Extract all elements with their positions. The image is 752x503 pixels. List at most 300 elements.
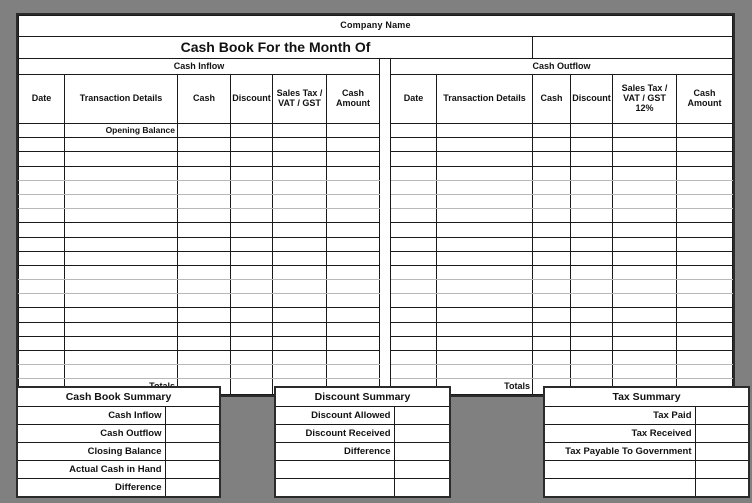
outflow-cell-transaction-details[interactable] [437,251,533,265]
outflow-cell-tax[interactable] [613,308,677,322]
tax-summary-row [544,407,749,425]
table-gap-spacer [380,308,391,322]
cash-book-summary-value-2[interactable] [165,443,220,461]
inflow-cell-transaction-details[interactable] [65,308,178,322]
cash-outflow-band: Cash Outflow [391,59,733,75]
outflow-cell-discount[interactable] [571,251,613,265]
outflow-cell-discount[interactable] [571,138,613,152]
outflow-cell-cash[interactable] [533,322,571,336]
outflow-cell-discount[interactable] [571,237,613,251]
inflow-col-cash-amount [327,75,380,124]
outflow-cell-amount[interactable] [677,365,733,379]
inflow-tax-line1: Sales Tax / [276,88,323,99]
discount-summary-table [274,386,451,498]
inflow-cell-tax[interactable] [273,223,327,237]
inflow-cell-transaction-details[interactable] [65,152,178,166]
outflow-cell-date[interactable] [391,166,437,180]
inflow-cell-discount[interactable] [231,322,273,336]
outflow-cell-transaction-details[interactable] [437,194,533,208]
tax-summary-value-2[interactable] [695,443,749,461]
inflow-cell-tax[interactable] [273,294,327,308]
ledger-row [19,280,733,294]
outflow-cell-amount[interactable] [677,180,733,194]
inflow-cell-discount[interactable] [231,180,273,194]
outflow-cell-discount[interactable] [571,180,613,194]
outflow-cell-transaction-details[interactable] [437,322,533,336]
inflow-cell-amount[interactable] [327,365,380,379]
table-gap-spacer [380,194,391,208]
inflow-cell-discount[interactable] [231,152,273,166]
discount-summary-row [275,461,450,479]
outflow-cell-cash[interactable] [533,180,571,194]
inflow-cell-date[interactable] [19,322,65,336]
discount-summary-row [275,407,450,425]
inflow-cell-transaction-details[interactable] [65,265,178,279]
outflow-cell-cash[interactable] [533,365,571,379]
outflow-cell-date[interactable] [391,351,437,365]
outflow-cell-transaction-details[interactable] [437,237,533,251]
ledger-row [19,251,733,265]
discount-summary-label-1: Discount Received [275,425,394,443]
inflow-cell-cash[interactable] [178,194,231,208]
outflow-cell-tax[interactable] [613,152,677,166]
inflow-cell-date[interactable] [19,237,65,251]
outflow-cell-discount[interactable] [571,223,613,237]
outflow-cell-tax[interactable] [613,124,677,138]
inflow-cell-date[interactable] [19,124,65,138]
inflow-cell-date[interactable] [19,166,65,180]
discount-summary-value-1[interactable] [394,425,450,443]
outflow-cell-cash[interactable] [533,209,571,223]
outflow-cell-date[interactable] [391,223,437,237]
inflow-cell-amount[interactable] [327,180,380,194]
outflow-cell-tax[interactable] [613,280,677,294]
inflow-cell-discount[interactable] [231,265,273,279]
outflow-cell-amount[interactable] [677,194,733,208]
cash-book-summary-label-1: Cash Outflow [17,425,165,443]
outflow-cell-amount[interactable] [677,223,733,237]
tax-summary-title-row [544,387,749,407]
outflow-cell-transaction-details[interactable] [437,265,533,279]
inflow-cell-discount[interactable] [231,294,273,308]
tax-summary-label-4 [544,479,695,498]
inflow-cell-cash[interactable] [178,336,231,350]
inflow-cell-tax[interactable] [273,209,327,223]
outflow-cell-discount[interactable] [571,308,613,322]
outflow-cell-discount[interactable] [571,166,613,180]
cash-book-summary-value-3[interactable] [165,461,220,479]
outflow-cell-cash[interactable] [533,152,571,166]
outflow-cell-date[interactable] [391,308,437,322]
inflow-cell-transaction-details[interactable] [65,209,178,223]
outflow-cell-cash[interactable] [533,265,571,279]
inflow-cell-cash[interactable] [178,308,231,322]
inflow-cell-transaction-details[interactable] [65,223,178,237]
tax-summary-row [544,425,749,443]
inflow-cell-date[interactable] [19,336,65,350]
outflow-cell-amount[interactable] [677,251,733,265]
cash-book-summary-value-1[interactable] [165,425,220,443]
inflow-cell-discount[interactable] [231,280,273,294]
ledger-row [19,294,733,308]
table-gap-spacer [380,152,391,166]
outflow-col-cash: Cash [533,75,571,124]
inflow-cell-amount[interactable] [327,280,380,294]
inflow-cell-discount[interactable] [231,336,273,350]
outflow-cell-cash[interactable] [533,124,571,138]
outflow-cell-cash[interactable] [533,138,571,152]
inflow-cell-discount[interactable] [231,251,273,265]
inflow-cell-amount[interactable] [327,209,380,223]
outflow-cell-transaction-details[interactable] [437,351,533,365]
inflow-cell-cash[interactable] [178,294,231,308]
discount-summary-value-4[interactable] [394,479,450,498]
outflow-amount-line2: Amount [687,98,722,108]
outflow-cell-tax[interactable] [613,237,677,251]
outflow-cell-discount[interactable] [571,152,613,166]
discount-summary-row [275,443,450,461]
inflow-cell-amount[interactable] [327,308,380,322]
inflow-cell-transaction-details[interactable] [65,365,178,379]
inflow-cell-tax[interactable] [273,180,327,194]
outflow-cell-date[interactable] [391,336,437,350]
inflow-cell-discount[interactable] [231,138,273,152]
tax-summary-value-4[interactable] [695,479,749,498]
company-name-cell[interactable]: Company Name [19,16,733,37]
outflow-cell-discount[interactable] [571,351,613,365]
outflow-cell-discount[interactable] [571,265,613,279]
inflow-cell-cash[interactable] [178,223,231,237]
inflow-cell-date[interactable] [19,365,65,379]
inflow-cell-tax[interactable] [273,237,327,251]
inflow-cell-cash[interactable] [178,265,231,279]
outflow-cell-discount[interactable] [571,280,613,294]
table-gap-spacer [380,59,391,75]
outflow-cell-tax[interactable] [613,294,677,308]
inflow-cell-amount[interactable] [327,351,380,365]
inflow-cell-amount[interactable] [327,166,380,180]
inflow-cell-tax[interactable] [273,351,327,365]
inflow-cell-date[interactable] [19,152,65,166]
discount-summary-value-0[interactable] [394,407,450,425]
discount-summary-label-3 [275,461,394,479]
outflow-cell-transaction-details[interactable] [437,138,533,152]
outflow-col-sales-tax [613,75,677,124]
inflow-cell-transaction-details[interactable]: Opening Balance [65,124,178,138]
outflow-cell-amount[interactable] [677,322,733,336]
inflow-cell-cash[interactable] [178,209,231,223]
inflow-cell-date[interactable] [19,138,65,152]
outflow-cell-discount[interactable] [571,322,613,336]
outflow-cell-date[interactable] [391,280,437,294]
inflow-cell-cash[interactable] [178,322,231,336]
outflow-cell-transaction-details[interactable] [437,124,533,138]
inflow-cell-cash[interactable] [178,124,231,138]
month-input-cell[interactable] [533,37,733,59]
inflow-cell-date[interactable] [19,294,65,308]
outflow-cell-date[interactable] [391,138,437,152]
inflow-cell-tax[interactable] [273,322,327,336]
tax-summary-table [543,386,750,498]
inflow-cell-amount[interactable] [327,223,380,237]
inflow-cell-tax[interactable] [273,365,327,379]
outflow-cell-transaction-details[interactable] [437,280,533,294]
outflow-cell-cash[interactable] [533,194,571,208]
outflow-cell-date[interactable] [391,194,437,208]
inflow-cell-date[interactable] [19,308,65,322]
cash-inflow-band: Cash Inflow [19,59,380,75]
outflow-col-cash-amount [677,75,733,124]
outflow-cell-tax[interactable] [613,209,677,223]
outflow-cell-amount[interactable] [677,166,733,180]
cash-book-summary-label-0: Cash Inflow [17,407,165,425]
tax-summary-label-2: Tax Payable To Government [544,443,695,461]
ledger-row [19,351,733,365]
table-gap-spacer [380,322,391,336]
inflow-cell-cash[interactable] [178,237,231,251]
inflow-cell-date[interactable] [19,180,65,194]
outflow-cell-amount[interactable] [677,138,733,152]
inflow-cell-discount[interactable] [231,209,273,223]
inflow-amount-line1: Cash [341,88,364,99]
inflow-cell-tax[interactable] [273,194,327,208]
outflow-tax-rate: 12% [635,102,654,113]
outflow-cell-discount[interactable] [571,194,613,208]
inflow-cell-tax[interactable] [273,166,327,180]
outflow-cell-discount[interactable] [571,209,613,223]
inflow-cell-amount[interactable] [327,138,380,152]
cash-book-summary-row [17,443,220,461]
outflow-cell-transaction-details[interactable] [437,336,533,350]
inflow-cell-cash[interactable] [178,180,231,194]
inflow-cell-date[interactable] [19,209,65,223]
inflow-cell-date[interactable] [19,265,65,279]
ledger-row [19,180,733,194]
inflow-cell-cash[interactable] [178,138,231,152]
inflow-cell-transaction-details[interactable] [65,336,178,350]
cash-book-summary-label-3: Actual Cash in Hand [17,461,165,479]
outflow-cell-transaction-details[interactable] [437,294,533,308]
inflow-cell-tax[interactable] [273,138,327,152]
outflow-cell-cash[interactable] [533,336,571,350]
outflow-cell-amount[interactable] [677,152,733,166]
inflow-cell-transaction-details[interactable] [65,294,178,308]
outflow-tax-line1: Sales Tax / [621,83,668,94]
outflow-cell-amount[interactable] [677,124,733,138]
cash-book-summary-row [17,461,220,479]
discount-summary-label-2: Difference [275,443,394,461]
inflow-cell-discount[interactable] [231,237,273,251]
outflow-cell-date[interactable] [391,209,437,223]
cash-book-summary-row [17,479,220,498]
inflow-cell-transaction-details[interactable] [65,280,178,294]
outflow-cell-tax[interactable] [613,194,677,208]
inflow-cell-transaction-details[interactable] [65,180,178,194]
discount-summary-title: Discount Summary [275,387,450,407]
table-gap-spacer [380,280,391,294]
inflow-col-cash: Cash [178,75,231,124]
discount-summary-title-row [275,387,450,407]
inflow-cell-discount[interactable] [231,308,273,322]
outflow-cell-date[interactable] [391,265,437,279]
cash-book-summary-row [17,407,220,425]
cash-book-summary-value-4[interactable] [165,479,220,498]
outflow-cell-tax[interactable] [613,265,677,279]
tax-summary-value-1[interactable] [695,425,749,443]
outflow-cell-cash[interactable] [533,223,571,237]
summary-boxes-area [16,386,738,492]
outflow-cell-tax[interactable] [613,251,677,265]
outflow-cell-amount[interactable] [677,294,733,308]
page-title: Cash Book For the Month Of [19,37,533,59]
inflow-cell-discount[interactable] [231,166,273,180]
outflow-cell-discount[interactable] [571,124,613,138]
outflow-cell-transaction-details[interactable] [437,152,533,166]
inflow-tax-line2: VAT / GST [278,98,321,108]
outflow-cell-tax[interactable] [613,138,677,152]
outflow-cell-amount[interactable] [677,351,733,365]
inflow-cell-amount[interactable] [327,152,380,166]
outflow-cell-transaction-details[interactable] [437,166,533,180]
outflow-cell-date[interactable] [391,294,437,308]
outflow-cell-transaction-details[interactable] [437,180,533,194]
cash-book-summary-value-0[interactable] [165,407,220,425]
outflow-cell-date[interactable] [391,251,437,265]
inflow-cell-transaction-details[interactable] [65,237,178,251]
inflow-cell-date[interactable] [19,251,65,265]
outflow-cell-discount[interactable] [571,294,613,308]
inflow-cell-tax[interactable] [273,124,327,138]
inflow-cell-discount[interactable] [231,351,273,365]
outflow-cell-cash[interactable] [533,308,571,322]
outflow-cell-transaction-details[interactable] [437,365,533,379]
inflow-cell-discount[interactable] [231,124,273,138]
inflow-cell-amount[interactable] [327,237,380,251]
cash-book-summary-table [16,386,221,498]
inflow-cell-tax[interactable] [273,265,327,279]
outflow-cell-discount[interactable] [571,336,613,350]
inflow-cell-tax[interactable] [273,251,327,265]
inflow-cell-amount[interactable] [327,251,380,265]
outflow-cell-cash[interactable] [533,351,571,365]
outflow-cell-amount[interactable] [677,336,733,350]
outflow-cell-amount[interactable] [677,209,733,223]
cash-book-summary-box [16,386,221,498]
inflow-cell-transaction-details[interactable] [65,138,178,152]
inflow-cell-tax[interactable] [273,336,327,350]
tax-summary-value-3[interactable] [695,461,749,479]
tax-summary-value-0[interactable] [695,407,749,425]
inflow-cell-date[interactable] [19,351,65,365]
ledger-row [19,365,733,379]
inflow-cell-date[interactable] [19,194,65,208]
outflow-cell-tax[interactable] [613,180,677,194]
inflow-cell-discount[interactable] [231,194,273,208]
inflow-cell-cash[interactable] [178,351,231,365]
inflow-cell-amount[interactable] [327,322,380,336]
inflow-cell-tax[interactable] [273,280,327,294]
ledger-data-rows [19,124,733,379]
outflow-cell-date[interactable] [391,180,437,194]
outflow-cell-tax[interactable] [613,322,677,336]
outflow-cell-amount[interactable] [677,280,733,294]
outflow-cell-tax[interactable] [613,223,677,237]
inflow-cell-cash[interactable] [178,251,231,265]
discount-summary-row [275,479,450,498]
inflow-cell-amount[interactable] [327,294,380,308]
cash-book-summary-title-row [17,387,220,407]
outflow-cell-tax[interactable] [613,336,677,350]
inflow-cell-amount[interactable] [327,336,380,350]
inflow-cell-discount[interactable] [231,223,273,237]
inflow-cell-tax[interactable] [273,152,327,166]
outflow-cell-date[interactable] [391,124,437,138]
tax-summary-box [543,386,750,498]
outflow-cell-date[interactable] [391,322,437,336]
ledger-frame [16,13,735,397]
discount-summary-value-3[interactable] [394,461,450,479]
ledger-row [19,124,733,138]
inflow-cell-amount[interactable] [327,194,380,208]
inflow-cell-transaction-details[interactable] [65,251,178,265]
inflow-cell-cash[interactable] [178,365,231,379]
discount-summary-value-2[interactable] [394,443,450,461]
tax-summary-label-1: Tax Received [544,425,695,443]
discount-summary-box [274,386,451,498]
inflow-cell-transaction-details[interactable] [65,166,178,180]
outflow-cell-amount[interactable] [677,308,733,322]
outflow-cell-amount[interactable] [677,237,733,251]
outflow-cell-date[interactable] [391,237,437,251]
table-gap-spacer [380,166,391,180]
outflow-cell-date[interactable] [391,152,437,166]
outflow-cell-tax[interactable] [613,166,677,180]
inflow-cell-date[interactable] [19,280,65,294]
outflow-cell-cash[interactable] [533,251,571,265]
inflow-cell-cash[interactable] [178,166,231,180]
column-header-row [19,75,733,124]
outflow-cell-cash[interactable] [533,166,571,180]
ledger-row [19,138,733,152]
outflow-cell-tax[interactable] [613,351,677,365]
outflow-cell-cash[interactable] [533,280,571,294]
outflow-cell-cash[interactable] [533,237,571,251]
outflow-cell-amount[interactable] [677,265,733,279]
inflow-cell-date[interactable] [19,223,65,237]
inflow-cell-tax[interactable] [273,308,327,322]
outflow-cell-discount[interactable] [571,365,613,379]
outflow-cell-date[interactable] [391,365,437,379]
inflow-cell-cash[interactable] [178,152,231,166]
inflow-cell-transaction-details[interactable] [65,322,178,336]
outflow-cell-transaction-details[interactable] [437,223,533,237]
inflow-cell-discount[interactable] [231,365,273,379]
inflow-cell-amount[interactable] [327,124,380,138]
inflow-cell-transaction-details[interactable] [65,351,178,365]
table-gap-spacer [380,223,391,237]
inflow-col-sales-tax [273,75,327,124]
table-gap-spacer [380,351,391,365]
inflow-cell-amount[interactable] [327,265,380,279]
outflow-cell-tax[interactable] [613,365,677,379]
table-gap-spacer [380,251,391,265]
outflow-cell-transaction-details[interactable] [437,308,533,322]
inflow-cell-cash[interactable] [178,280,231,294]
outflow-cell-transaction-details[interactable] [437,209,533,223]
table-gap-spacer [380,138,391,152]
inflow-cell-transaction-details[interactable] [65,194,178,208]
outflow-cell-cash[interactable] [533,294,571,308]
